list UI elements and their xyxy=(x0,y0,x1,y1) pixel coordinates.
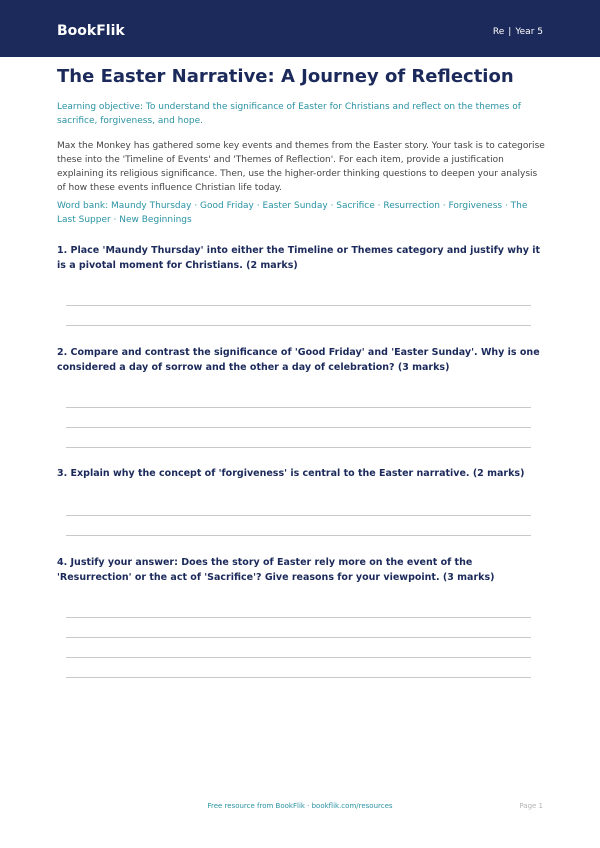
question-3: 3. Explain why the concept of 'forgiveness' is central to the Easter narrative. (2 marks) xyxy=(57,468,525,479)
footer-credit[interactable]: Free resource from BookFlik · bookflik.com/resources xyxy=(207,802,393,810)
page-number: Page 1 xyxy=(519,802,543,810)
answer-line[interactable] xyxy=(66,407,531,408)
answer-line[interactable] xyxy=(66,427,531,428)
subject-label: Re xyxy=(492,27,505,37)
answer-line[interactable] xyxy=(66,305,531,306)
page-header xyxy=(0,0,600,57)
answer-line[interactable] xyxy=(66,447,531,448)
header-separator: | xyxy=(508,27,512,37)
question-2: 2. Compare and contrast the significance of 'Good Friday' and 'Easter Sunday'. Why is one considered a day of sorrow and the other a day of celebration? (3 marks) xyxy=(57,347,540,373)
year-label: Year 5 xyxy=(515,27,543,37)
answer-line[interactable] xyxy=(66,515,531,516)
question-1: 1. Place 'Maundy Thursday' into either the Timeline or Themes category and justify why it is a pivotal moment for Christians. (2 marks) xyxy=(57,245,541,271)
header-meta xyxy=(493,27,543,37)
answer-line[interactable] xyxy=(66,535,531,536)
worksheet-title: The Easter Narrative: A Journey of Reflection xyxy=(57,66,514,87)
word-bank: Word bank: Maundy Thursday · Good Friday · Easter Sunday · Sacrifice · Resurrection · Forgiveness · The Last Supper · New Beginnings xyxy=(57,201,528,225)
brand-logo: BookFlik xyxy=(57,23,125,39)
intro-paragraph: Max the Monkey has gathered some key events and themes from the Easter story. Your task is to categorise these into the 'Timeline of Events' and 'Themes of Reflection'. For each item, provide a justification explaining its religious significance. Then, use the higher-order thinking questions to deepen your analysis of how these events influence Christian life today. xyxy=(57,141,545,193)
question-4: 4. Justify your answer: Does the story of Easter rely more on the event of the 'Resurrection' or the act of 'Sacrifice'? Give reasons for your viewpoint. (3 marks) xyxy=(57,557,495,583)
answer-line[interactable] xyxy=(66,677,531,678)
answer-line[interactable] xyxy=(66,325,531,326)
answer-line[interactable] xyxy=(66,657,531,658)
answer-line[interactable] xyxy=(66,617,531,618)
answer-line[interactable] xyxy=(66,637,531,638)
learning-objective: Learning objective: To understand the significance of Easter for Christians and reflect on the themes of sacrifice, forgiveness, and hope. xyxy=(57,102,521,126)
